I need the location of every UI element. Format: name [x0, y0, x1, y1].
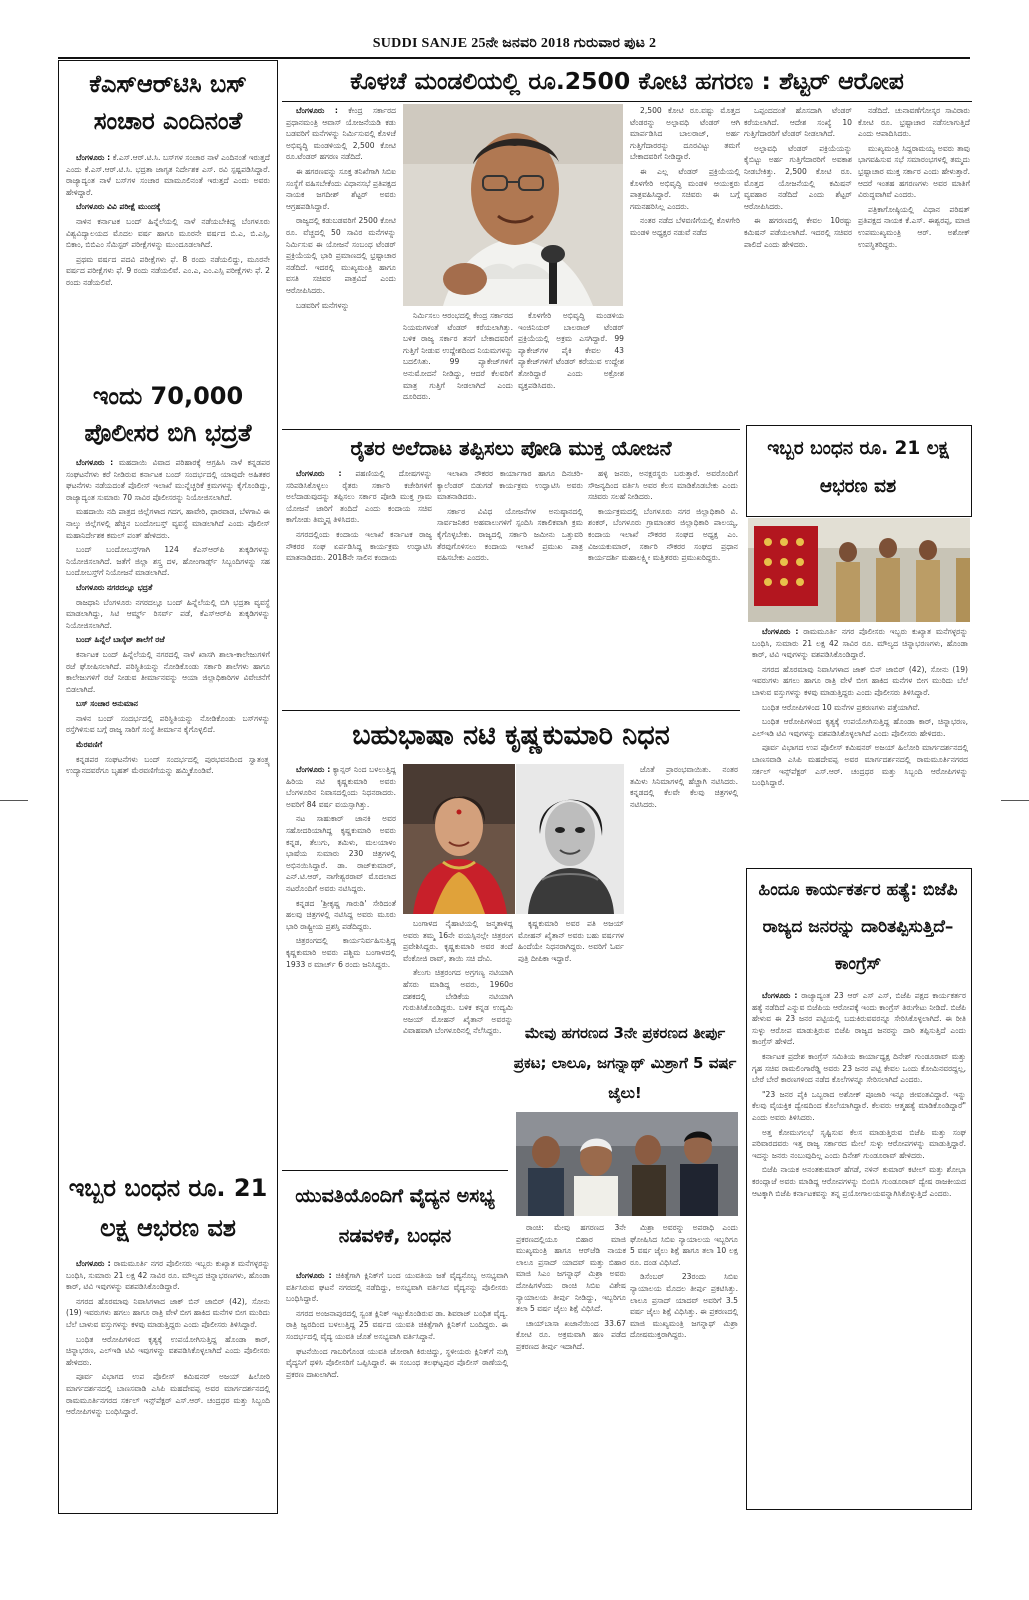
- krishnakumari-c1: ಕೃಷ್ಣಕುಮಾರಿ ಅವರ ಪತಿ ಅಜಯ್ ಮೋಹನ್ ಖೈತಾನ್ ಅವರು ಬಹು ವರ್ಷಗಳ ಹಿಂದೆಯೇ ನಿಧನರಾಗಿದ್ದರು. ಅವರಿಗೆ ಓರ್ವ ಪುತ್ರಿ ದೀಪಿಕಾ ಇದ್ದಾರೆ.: [518, 919, 624, 963]
- krishnakumari-a3: ಚಿತ್ರರಂಗದಲ್ಲಿ ಕಾರ್ಯನಿರ್ವಹಿಸುತ್ತಿದ್ದ ಕೃಷ್ಣಕುಮಾರಿ ಅವರು ಪಶ್ಚಿಮ ಬಂಗಾಳದಲ್ಲಿ 1933 ರ ಮಾರ್ಚ್ 6 ರಂದು ಜನಿಸಿದ್ದರು.: [286, 936, 396, 969]
- krishnakumari-a1: ನಟ ಸಾಹುಕಾರ್ ಜಾನಕಿ ಅವರ ಸಹೋದರಿಯಾಗಿದ್ದ ಕೃಷ್ಣಕುಮಾರಿ ಅವರು ಕನ್ನಡ, ತೆಲುಗು, ತಮಿಳು, ಮಲಯಾಳಂ ಭಾಷೆಯ ಸುಮಾರು 230 ಚಿತ್ರಗಳಲ್ಲಿ ಅಭಿನಯಿಸಿದ್ದಾರೆ. ಡಾ. ರಾಜ್‌ಕುಮಾರ್, ಎನ್.ಟಿ.ಆರ್, ನಾಗೇಶ್ವರರಾವ್ ಮೊದಲಾದ ನಟರೊಂದಿಗೆ ಅವರು ನಟಿಸಿದ್ದರು.: [286, 814, 396, 893]
- raitara-rule-top: [282, 429, 740, 430]
- raitara-headline: ರೈತರ ಅಲೆದಾಟ ತಪ್ಪಿಸಲು ಪೋಡಿ ಮುಕ್ತ ಯೋಜನೆ: [350, 436, 672, 460]
- krishnakumari-a0: ಕ್ಯಾನ್ಸರ್ ನಿಂದ ಬಳಲುತ್ತಿದ್ದ ಹಿರಿಯ ನಟಿ ಕೃಷ್ಣಕುಮಾರಿ ಅವರು ಬೆಂಗಳೂರಿನ ನಿವಾಸದಲ್ಲಿಂದು ನಿಧನರಾದರು. ಅವರಿಗೆ 84 ವರ್ಷ ವಯಸ್ಸಾಗಿತ್ತು.: [286, 765, 396, 809]
- lalu-col-2: [630, 1222, 738, 1506]
- lalu-headline: ಮೇವು ಹಗರಣದ 3ನೇ ಪ್ರಕರಣದ ತೀರ್ಪು ಪ್ರಕಟ; ಲಾಲೂ, ಜಗನ್ನಾಥ್ ಮಿಶ್ರಾಗೆ 5 ವರ್ಷ ಜೈಲು!: [513, 1024, 737, 1102]
- ksrtc-p3: ಪ್ರಥಮ ವರ್ಷದ ಪದವಿ ಪರೀಕ್ಷೆಗಳು ಫೆ. 8 ರಂದು ನಡೆಯಲಿದ್ದು, ಮೂರನೇ ವರ್ಷದ ಪರೀಕ್ಷೆಗಳು ಫೆ. 9 ರಂದು ನಡೆಯಲಿವೆ. ಎಂ.ಎ, ಎಂ.ಎಸ್ಸಿ ಪರೀಕ್ಷೆಗಳು ಫೆ. 2 ರಂದು ನಡೆಯಲಿವೆ.: [66, 254, 270, 287]
- hindu-p2: "23 ಜನರ ಪೈಕಿ ಒಬ್ಬರಾದ ಅಶೋಕ್ ಪೂಜಾರಿ ಇನ್ನೂ ಜೀವಂತವಿದ್ದಾರೆ. ಇನ್ನು ಕೆಲವು ವೈಯಕ್ತಿಕ ದ್ವೇಷದಿಂದ ಕೊಲೆಯಾಗಿದ್ದಾರೆ. ಕೆಲವರು ಆತ್ಮಹತ್ಯೆ ಮಾಡಿಕೊಂಡಿದ್ದಾರೆ" ಎಂದು ಅವರು ತಿಳಿಸಿದರು.: [752, 1089, 966, 1122]
- kolache-rule: [282, 101, 972, 102]
- hindu-p3: ಅತ್ತ ಕೋಮುಗಲಭೆ ಸೃಷ್ಟಿಸುವ ಕೆಲಸ ಮಾಡುತ್ತಿರುವ ಬಿಜೆಪಿ ಮತ್ತು ಸಂಘ ಪರಿವಾರದವರು ಇತ್ತ ರಾಜ್ಯ ಸರ್ಕಾರದ ಮೇಲೆ ಸುಳ್ಳು ಆರೋಪಗಳನ್ನು ಮಾಡುತ್ತಿದ್ದಾರೆ. ಇದನ್ನು ಜನರು ನಂಬುವುದಿಲ್ಲ ಎಂದು ದಿನೇಶ್ ಗುಂಡೂರಾವ್ ಹೇಳಿದರು.: [752, 1127, 966, 1160]
- krishnakumari-headline: ಬಹುಭಾಷಾ ನಟಿ ಕೃಷ್ಣಕುಮಾರಿ ನಿಧನ: [352, 720, 670, 751]
- lalu-a1: ಚಾಯ್‌ಬಾಸಾ ಖಜಾನೆಯಿಂದ 33.67 ಕೋಟಿ ರೂ. ಅಕ್ರಮವಾಗಿ ಹಣ ಪಡೆದ ಪ್ರಕರಣದ ತೀರ್ಪು ಇದಾಗಿದೆ.: [516, 1318, 626, 1351]
- right-fold-mark: [1001, 800, 1029, 801]
- raitara-a1: ನಗರದಲ್ಲಿಂದು ಕಂದಾಯ ಇಲಾಖೆ ಕರ್ನಾಟಕ ರಾಜ್ಯ ನೌಕರರ ಸಂಘ ಏರ್ಪಡಿಸಿದ್ದ ಕಾರ್ಯಕ್ರಮ ಉದ್ಘಾಟಿಸಿ ಮಾತನಾಡಿದರು. 2018ನೇ ಸಾಲಿನ ಕಂದಾಯ: [286, 529, 432, 563]
- police-sub-heading-3: ಬಸ್ ಸಂಚಾರ ಅನುಮಾನ: [76, 699, 138, 709]
- hindu-p0: ರಾಜ್ಯಾದ್ಯಂತ 23 ಆರ್ ಎಸ್ ಎಸ್, ಬಿಜೆಪಿ ಪಕ್ಷದ ಕಾರ್ಯಕರ್ತರ ಹತ್ಯೆ ನಡೆದಿದೆ ಎನ್ನುವ ಬಿಜೆಪಿಯ ಆರೋಪಕ್ಕೆ ಇಂದು ಕಾಂಗ್ರೆಸ್ ತಿರುಗೇಟು ನೀಡಿದೆ. ಬಿಜೆಪಿ ಹೇಳುವ ಈ 23 ಜನರ ಪಟ್ಟಿಯಲ್ಲಿ ಬದುಕಿರುವವರನ್ನೂ ಸೇರಿಸಿಕೊಳ್ಳಲಾಗಿದೆ. ಈ ರೀತಿ ಸುಳ್ಳು ಆರೋಪ ಮಾಡುತ್ತಿರುವ ಬಿಜೆಪಿ ರಾಜ್ಯದ ಜನರನ್ನು ದಾರಿ ತಪ್ಪಿಸುತ್ತಿದೆ ಎಂದು ಕಾಂಗ್ರೆಸ್ ಹೇಳಿದೆ.: [752, 991, 966, 1047]
- left-arrest-headline: ಇಬ್ಬರ ಬಂಧನ ರೂ. 21 ಲಕ್ಷ ಆಭರಣ ವಶ: [68, 1174, 268, 1242]
- krishnakumari-rule-top: [282, 710, 740, 711]
- kolache-a3: ಬಡವರಿಗೆ ಮನೆಗಳನ್ನು: [296, 300, 350, 310]
- yuvati-p1: ನಗರದ ಅಂಜನಾಪುರದಲ್ಲಿ ಸ್ವಂತ ಕ್ಲಿನಿಕ್ ಇಟ್ಟುಕೊಂಡಿರುವ ಡಾ. ಶಿವರಾಜ್ ಬಂಧಿತ ವೈದ್ಯ. ರಾತ್ರಿ ಜ್ವರದಿಂದ ಬಳಲುತ್ತಿದ್ದ 25 ವರ್ಷದ ಯುವತಿ ಚಿಕಿತ್ಸೆಗಾಗಿ ಕ್ಲಿನಿಕ್‌ಗೆ ಬಂದಿದ್ದರು. ಈ ಸಂದರ್ಭದಲ್ಲಿ ವೈದ್ಯ ಯುವತಿ ಜೊತೆ ಅಸಭ್ಯವಾಗಿ ವರ್ತಿಸಿದ್ದಾನೆ.: [286, 1308, 508, 1341]
- right-arrest-p1: ನಗರದ ಹೊರಮಾವು ನಿವಾಸಿಗಳಾದ ಜಾಕ್ ಬಿನ್ ಜಾಬಿರ್ (42), ಸೋನು (19) ಇವರುಗಳು ಹಗಲು ಹಾಗೂ ರಾತ್ರಿ ವೇಳೆ ಬೀಗ ಹಾಕಿದ ಮನೆಗಳ ಬೀಗ ಮುರಿದು ಬೆಲೆ ಬಾಳುವ ವಸ್ತುಗಳನ್ನು ಕಳವು ಮಾಡುತ್ತಿದ್ದರು ಎಂದು ಪೊಲೀಸರು ತಿಳಿಸಿದ್ದಾರೆ.: [752, 664, 968, 697]
- left-arrest-dateline: ಬೆಂಗಳೂರು :: [76, 1259, 111, 1268]
- hindu-headline: ಹಿಂದೂ ಕಾರ್ಯಕರ್ತರ ಹತ್ಯೆ: ಬಿಜೆಪಿ ರಾಜ್ಯದ ಜನರನ್ನು ದಾರಿತಪ್ಪಿಸುತ್ತಿದೆ– ಕಾಂಗ್ರೆಸ್: [758, 880, 958, 974]
- left-fold-mark: [0, 800, 28, 801]
- kolache-d2: ಈ ಹಗರಣದಲ್ಲಿ ಕೇವಲ 10ರಷ್ಟು ಕಮಿಷನ್ ಪಡೆಯಲಾಗಿದೆ. ಇದರಲ್ಲಿ ಸಚಿವರ ಪಾಲಿದೆ ಎಂದು ಹೇಳಿದರು.: [744, 216, 852, 249]
- right-arrest-p4: ಪೂರ್ವ ವಿಭಾಗದ ಉಪ ಪೊಲೀಸ್ ಕಮಿಷನರ್ ಅಜಯ್ ಹಿಲೋರಿ ಮಾರ್ಗದರ್ಶನದಲ್ಲಿ ಬಾಣಸವಾಡಿ ಎಸಿಪಿ ಮಹದೇವಪ್ಪ ಅವರ ಮಾರ್ಗದರ್ಶನದಲ್ಲಿ ರಾಮಮೂರ್ತಿನಗರದ ಸರ್ಕಲ್ ಇನ್ಸ್‌ಪೆಕ್ಟರ್ ಎಸ್.ಆರ್. ಚಂದ್ರಧರ ಮತ್ತು ಸಿಬ್ಬಂದಿ ಆರೋಪಿಗಳನ್ನು ಬಂಧಿಸಿದ್ದಾರೆ.: [752, 743, 968, 788]
- kolache-col-1: [286, 105, 396, 427]
- raitara-col-2: [437, 468, 583, 706]
- krishnakumari-young-photo: [516, 764, 624, 914]
- kolache-d0: ಒಪ್ಪಂದದಂತೆ ಹೊಸದಾಗಿ ಟೆಂಡರ್ ಕರೆಯಲಾಗಿದೆ. ಆದೇಶ ಸಂಖ್ಯೆ 10 ಗುತ್ತಿಗೆದಾರರಿಗೆ ಟೆಂಡರ್ ನೀಡಲಾಗಿದೆ.: [744, 106, 852, 139]
- left-arrest-article: [66, 1258, 270, 1506]
- kolache-col-6: [858, 105, 970, 405]
- kolache-headline: ಕೊಳಚೆ ಮಂಡಲಿಯಲ್ಲಿ ರೂ.2500 ಕೋಟಿ ಹಗರಣ : ಶೆಟ್ಟರ್ ಆರೋಪ: [350, 67, 904, 95]
- kolache-col-5: [744, 105, 852, 427]
- police-p6: ಕರ್ನಾಟಕ ಬಂದ್ ಹಿನ್ನೆಲೆಯಲ್ಲಿ ನಗರದಲ್ಲಿ ನಾಳೆ ಖಾಸಗಿ ಶಾಲಾ-ಕಾಲೇಜುಗಳಿಗೆ ರಜೆ ಘೋಷಿಸಲಾಗಿದೆ. ಪರಿಸ್ಥಿತಿಯನ್ನು ನೋಡಿಕೊಂಡು ಸರ್ಕಾರಿ ಶಾಲೆಗಳು ಹಾಗೂ ಕಾಲೇಜುಗಳಿಗೆ ರಜೆ ನೀಡುವ ತೀರ್ಮಾನವನ್ನು ಆಯಾ ಜಿಲ್ಲಾಧಿಕಾರಿಗಳ ವಿವೇಚನೆಗೆ ಬಿಡಲಾಗಿದೆ.: [66, 649, 270, 694]
- right-arrest-headline: ಇಬ್ಬರ ಬಂಧನ ರೂ. 21 ಲಕ್ಷ ಆಭರಣ ವಶ: [767, 438, 949, 497]
- kolache-a0: ಕೇಂದ್ರ ಸರ್ಕಾರದ ಪ್ರಧಾನಮಂತ್ರಿ ಆವಾಸ್ ಯೋಜನೆಯಡಿ ಕಡು ಬಡವರಿಗೆ ಮನೆಗಳನ್ನು ನಿರ್ಮಿಸುವಲ್ಲಿ ಕೊಳಚೆ ಅಭಿವೃದ್ಧಿ ಮಂಡಳಿಯಲ್ಲಿ 2,500 ಕೋಟಿ ರೂ.ಟೆಂಡರ್ ಹಗರಣ ನಡೆದಿದೆ.: [286, 106, 396, 162]
- kolache-a1: ಈ ಹಗರಣವನ್ನು ಸೂಕ್ತ ತನಿಖೆಗಾಗಿ ಸಿಬಿಐ ಸಂಸ್ಥೆಗೆ ವಹಿಸಬೇಕೆಂದು ವಿಧಾನಸಭೆ ಪ್ರತಿಪಕ್ಷದ ನಾಯಕ ಜಗದೀಶ್ ಶೆಟ್ಟರ್ ಅವರು ಆಗ್ರಹಪಡಿಸಿದ್ದಾರೆ.: [286, 166, 396, 211]
- kolache-e2: ಪತ್ರಿಕಾಗೋಷ್ಠಿಯಲ್ಲಿ ವಿಧಾನ ಪರಿಷತ್ ಪ್ರತಿಪಕ್ಷದ ನಾಯಕ ಕೆ.ಎಸ್. ಈಶ್ವರಪ್ಪ, ಮಾಜಿ ಉಪಮುಖ್ಯಮಂತ್ರಿ ಆರ್. ಅಶೋಕ್ ಉಪಸ್ಥಿತರಿದ್ದರು.: [858, 204, 970, 249]
- left-arrest-p0: ರಾಮಮೂರ್ತಿ ನಗರ ಪೊಲೀಸರು ಇಬ್ಬರು ಕುಖ್ಯಾತ ಮನೆಗಳ್ಳರನ್ನು ಬಂಧಿಸಿ, ಸುಮಾರು 21 ಲಕ್ಷ 42 ಸಾವಿರ ರೂ. ಮೌಲ್ಯದ ಚಿನ್ನಾಭರಣಗಳು, ಹೊಂಡಾ ಕಾರ್, ಟಿವಿ ಇವುಗಳನ್ನು ವಶಪಡಿಸಿಕೊಂಡಿದ್ದಾರೆ.: [66, 1259, 270, 1292]
- raitara-col-1: [286, 468, 432, 706]
- right-arrest-p0: ರಾಮಮೂರ್ತಿ ನಗರ ಪೊಲೀಸರು ಇಬ್ಬರು ಕುಖ್ಯಾತ ಮನೆಗಳ್ಳರನ್ನು ಬಂಧಿಸಿ, ಸುಮಾರು 21 ಲಕ್ಷ 42 ಸಾವಿರ ರೂ. ಮೌಲ್ಯದ ಚಿನ್ನಾಭರಣಗಳು, ಹೊಂಡಾ ಕಾರ್, ಟಿವಿ ಇವುಗಳನ್ನು ವಶಪಡಿಸಿಕೊಂಡಿದ್ದಾರೆ.: [752, 627, 968, 660]
- raitara-c1: ಕಾರ್ಯಕ್ರಮದಲ್ಲಿ ಬೆಂಗಳೂರು ನಗರ ಜಿಲ್ಲಾಧಿಕಾರಿ ವಿ. ಶಂಕರ್, ಬೆಂಗಳೂರು ಗ್ರಾಮಾಂತರ ಜಿಲ್ಲಾಧಿಕಾರಿ ಪಾಲಯ್ಯ, ಕಂದಾಯ ಇಲಾಖೆ ನೌಕರರ ಸಂಘದ ಅಧ್ಯಕ್ಷ ಎಂ. ವಿಜಯಕುಮಾರ್, ಸರ್ಕಾರಿ ನೌಕರರ ಸಂಘದ ಪ್ರಧಾನ ಕಾರ್ಯದರ್ಶಿ ಮಹಾಲಕ್ಷ್ಮೀ ಮತ್ತಿತರರು ಪ್ರಮುಖರಿದ್ದರು.: [588, 506, 738, 563]
- krishnakumari-b1: ತೆಲುಗು ಚಿತ್ರರಂಗದ ಅಗ್ರಗಣ್ಯ ನಟಿಯಾಗಿ ಹೆಸರು ಮಾಡಿದ್ದ ಅವರು, 1960ರ ದಶಕದಲ್ಲಿ ಬೇಡಿಕೆಯ ನಟಿಯಾಗಿ ಗುರುತಿಸಿಕೊಂಡಿದ್ದರು. ಬಳಿಕ ಕನ್ನಡ ಉದ್ಯಮಿ ಅಜಯ್ ಮೋಹನ್ ಖೈತಾನ್ ಅವರನ್ನು ವಿವಾಹವಾಗಿ ಬೆಂಗಳೂರಿನಲ್ಲಿ ನೆಲೆಸಿದ್ದರು.: [403, 968, 513, 1036]
- lalu-a0: ರಾಂಚಿ: ಮೇವು ಹಗರಣದ 3ನೇ ಪ್ರಕರಣದಲ್ಲಿಯೂ ಬಿಹಾರ ಮಾಜಿ ಮುಖ್ಯಮಂತ್ರಿ ಹಾಗೂ ಆರ್‌ಜೆಡಿ ನಾಯಕ ಲಾಲೂ ಪ್ರಸಾದ್ ಯಾದವ್ ಮತ್ತು ಬಿಹಾರ ಮಾಜಿ ಸಿಎಂ ಜಗನ್ನಾಥ್ ಮಿಶ್ರಾ ಅವರು ದೋಷಿಗಳೆಂದು ರಾಂಚಿ ಸಿಬಿಐ ವಿಶೇಷ ನ್ಯಾಯಾಲಯ ತೀರ್ಪು ನೀಡಿದ್ದು, ಇಬ್ಬರಿಗೂ ತಲಾ 5 ವರ್ಷ ಜೈಲು ಶಿಕ್ಷೆ ವಿಧಿಸಿದೆ.: [516, 1223, 626, 1314]
- left-arrest-p1: ನಗರದ ಹೊರಮಾವು ನಿವಾಸಿಗಳಾದ ಜಾಕ್ ಬಿನ್ ಜಾಬಿರ್ (42), ಸೋನು (19) ಇವರುಗಳು ಹಗಲು ಹಾಗೂ ರಾತ್ರಿ ವೇಳೆ ಬೀಗ ಹಾಕಿದ ಮನೆಗಳ ಬೀಗ ಮುರಿದು ಬೆಲೆ ಬಾಳುವ ವಸ್ತುಗಳನ್ನು ಕಳವು ಮಾಡುತ್ತಿದ್ದರು ಎಂದು ಪೊಲೀಸರು ತಿಳಿಸಿದ್ದಾರೆ.: [66, 1296, 270, 1329]
- ksrtc-article: [66, 152, 270, 374]
- krishnakumari-a2: ಕನ್ನಡದ 'ಶ್ರೀಕೃಷ್ಣ ಗಾರುಡಿ' ಸೇರಿದಂತೆ ಹಲವು ಚಿತ್ರಗಳಲ್ಲಿ ನಟಿಸಿದ್ದ ಅವರು ಮೂರು ಭಾರಿ ರಾಷ್ಟ್ರೀಯ ಪ್ರಶಸ್ತಿ ಪಡೆದಿದ್ದರು.: [286, 898, 396, 931]
- lalu-b0: ಮಿಶ್ರಾ ಅವರನ್ನು ಅಪರಾಧಿ ಎಂದು ಘೋಷಿಸಿದ ಸಿಬಿಐ ನ್ಯಾಯಾಲಯ ಇಬ್ಬರಿಗೂ 5 ವರ್ಷ ಜೈಲು ಶಿಕ್ಷೆ ಹಾಗೂ ತಲಾ 10 ಲಕ್ಷ ರೂ. ದಂಡ ವಿಧಿಸಿದೆ.: [630, 1223, 738, 1267]
- hindu-article: [752, 990, 966, 1504]
- masthead-rule: [58, 57, 970, 59]
- right-arrest-dateline: ಬೆಂಗಳೂರು :: [762, 627, 799, 636]
- police-p4: ರಾಜಧಾನಿ ಬೆಂಗಳೂರು ನಗರದಲ್ಲೂ ಬಂದ್ ಹಿನ್ನೆಲೆಯಲ್ಲಿ ಬಿಗಿ ಭದ್ರತಾ ವ್ಯವಸ್ಥೆ ಮಾಡಲಾಗಿದ್ದು, ಸಿಟಿ ಆರ್ಮ್ಡ್ ರಿಸರ್ವ್ ಪಡೆ, ಕೆಎಸ್‌ಆರ್‌ಪಿ ತುಕ್ಕಡಿಗಳನ್ನು ನಿಯೋಜಿಸಲಾಗಿದೆ.: [66, 597, 270, 630]
- left-arrest-p2: ಬಂಧಿತ ಆರೋಪಿಗಳಿಂದ ಕೃತ್ಯಕ್ಕೆ ಉಪಯೋಗಿಸುತ್ತಿದ್ದ ಹೊಂಡಾ ಕಾರ್, ಚಿನ್ನಾಭರಣ, ಎಲ್‌ಇಡಿ ಟಿವಿ ಇವುಗಳನ್ನು ವಶಪಡಿಸಿಕೊಳ್ಳಲಾಗಿದೆ ಎಂದು ಪೊಲೀಸರು ಹೇಳಿದರು.: [66, 1334, 270, 1367]
- lalu-col-1: [516, 1222, 626, 1506]
- police-sub-heading-4: ಮೆರವಣಿಗೆ: [76, 740, 103, 750]
- hindu-p1: ಕರ್ನಾಟಕ ಪ್ರದೇಶ ಕಾಂಗ್ರೆಸ್ ಸಮಿತಿಯ ಕಾರ್ಯಾಧ್ಯಕ್ಷ ದಿನೇಶ್ ಗುಂಡೂರಾವ್ ಮತ್ತು ಗೃಹ ಸಚಿವ ರಾಮಲಿಂಗಾರೆಡ್ಡಿ ಅವರು 23 ಜನರ ಪಟ್ಟಿ ಕೇವಲ ಒಂದು ಕೋಮಿನವರದ್ದಲ್ಲ, ಬೇರೆ ಬೇರೆ ಕಾರಣಗಳಿಂದ ನಡೆದ ಕೊಲೆಗಳನ್ನೂ ಸೇರಿಸಲಾಗಿದೆ ಎಂದರು.: [752, 1051, 966, 1085]
- ksrtc-sub-heading: ಬೆಂಗಳೂರು ವಿವಿ ಪರೀಕ್ಷೆ ಮುಂದಕ್ಕೆ: [76, 202, 161, 212]
- yuvati-article: [286, 1270, 508, 1506]
- kolache-b0: ನಿರ್ಮಿಸಲು ಆರಂಭದಲ್ಲಿ ಕೇಂದ್ರ ಸರ್ಕಾರದ ನಿಯಮಗಳಂತೆ ಟೆಂಡರ್ ಕರೆಯಲಾಗಿತ್ತು. ಬಳಿಕ ರಾಜ್ಯ ಸರ್ಕಾರ ತನಗೆ ಬೇಕಾದವರಿಗೆ ಗುತ್ತಿಗೆ ನೀಡುವ ಉದ್ದೇಶದಿಂದ ನಿಯಮಗಳನ್ನು ಬದಲಿಸಿತು. 99 ಪ್ಯಾಕೇಜ್‌ಗಳಿಗೆ ಅನುಮೋದನೆ ನೀಡಿದ್ದು, ಆದರೆ ಕೆಲವರಿಗೆ ಮಾತ್ರ ಗುತ್ತಿಗೆ ನೀಡಲಾಗಿದೆ ಎಂದು ದೂರಿದರು.: [403, 311, 513, 402]
- yuvati-p0: ಚಿಕಿತ್ಸೆಗಾಗಿ ಕ್ಲಿನಿಕ್‌ಗೆ ಬಂದ ಯುವತಿಯ ಜತೆ ವೈದ್ಯನೊಬ್ಬ ಅಸಭ್ಯವಾಗಿ ವರ್ತಿಸಿರುವ ಘಟನೆ ನಗರದಲ್ಲಿ ನಡೆದಿದ್ದು, ಅಸಭ್ಯವಾಗಿ ವರ್ತಿಸಿದ ವೈದ್ಯನನ್ನು ಪೊಲೀಸರು ಬಂಧಿಸಿದ್ದಾರೆ.: [286, 1271, 508, 1304]
- raitara-b1: ಸರ್ಕಾರ ವಿವಿಧ ಯೋಜನೆಗಳ ಅನುಷ್ಠಾನದಲ್ಲಿ ಸಾರ್ವಜನಿಕರ ಅಹವಾಲುಗಳಿಗೆ ಸ್ಪಂದಿಸಿ ಸಕಾಲಿಕವಾಗಿ ಕ್ರಮ ಕೈಗೊಳ್ಳಬೇಕು. ರಾಜ್ಯದಲ್ಲಿ ಸರ್ಕಾರಿ ಜಮೀನು ಒತ್ತುವರಿ ತೆರವುಗೊಳಿಸಲು ಕಂದಾಯ ಇಲಾಖೆ ಪ್ರಮುಖ ಪಾತ್ರ ವಹಿಸಬೇಕು ಎಂದರು.: [437, 506, 583, 563]
- police-sub-heading-2: ಬಂದ್ ಹಿನ್ನೆಲೆ ಬಾಸ್ಕೆಟ್ ಶಾಲೆಗೆ ರಜೆ: [76, 635, 165, 645]
- left-arrest-p3: ಪೂರ್ವ ವಿಭಾಗದ ಉಪ ಪೊಲೀಸ್ ಕಮಿಷನರ್ ಅಜಯ್ ಹಿಲೋರಿ ಮಾರ್ಗದರ್ಶನದಲ್ಲಿ ಬಾಣಸವಾಡಿ ಎಸಿಪಿ ಮಹದೇವಪ್ಪ ಅವರ ಮಾರ್ಗದರ್ಶನದಲ್ಲಿ ರಾಮಮೂರ್ತಿನಗರದ ಸರ್ಕಲ್ ಇನ್ಸ್‌ಪೆಕ್ಟರ್ ಎಸ್.ಆರ್. ಚಂದ್ರಧರ ಮತ್ತು ಸಿಬ್ಬಂದಿ ಆರೋಪಿಗಳನ್ನು ಬಂಧಿಸಿದ್ದಾರೆ.: [66, 1372, 270, 1417]
- right-arrest-p3: ಬಂಧಿತ ಆರೋಪಿಗಳಿಂದ ಕೃತ್ಯಕ್ಕೆ ಉಪಯೋಗಿಸುತ್ತಿದ್ದ ಹೊಂಡಾ ಕಾರ್, ಚಿನ್ನಾಭರಣ, ಎಲ್‌ಇಡಿ ಟಿವಿ ಇವುಗಳನ್ನು ವಶಪಡಿಸಿಕೊಳ್ಳಲಾಗಿದೆ ಎಂದು ಪೊಲೀಸರು ಹೇಳಿದರು.: [752, 717, 968, 738]
- hindu-p4: ಬಿಜೆಪಿ ನಾಯಕ ಅನಂತಕುಮಾರ್ ಹೆಗಡೆ, ನಳಿನ್ ಕುಮಾರ್ ಕಟೀಲ್ ಮತ್ತು ಶೋಭಾ ಕರಂದ್ಲಾಜೆ ಅವರು ಮಾಡಿದ್ದ ಆರೋಪಗಳನ್ನು ಬಿಂಬಿಸಿ ಗುಂಡೂರಾವ್ ದ್ವೇಷ ರಾಜಕೀಯದ ಆಟಕ್ಕಾಗಿ ಬಿಜೆಪಿ ಕರ್ನಾಟಕವನ್ನು ತನ್ನ ಪ್ರಯೋಗಾಲಯವನ್ನಾಗಿಸಿಕೊಳ್ಳುತ್ತಿದೆ ಎಂದರು.: [752, 1165, 966, 1198]
- police-p8: ನಾಳಿನ ಬಂದ್ ಸಂದರ್ಭದಲ್ಲಿ ಪರಿಸ್ಥಿತಿಯನ್ನು ನೋಡಿಕೊಂಡು ಬಸ್‌ಗಳನ್ನು ರಸ್ತೆಗಿಳಿಸುವ ಬಗ್ಗೆ ರಾಜ್ಯ ಸಾರಿಗೆ ಸಂಸ್ಥೆ ತೀರ್ಮಾನ ಕೈಗೊಳ್ಳಲಿದೆ.: [66, 713, 270, 735]
- kolache-d1: ಅಲ್ಪಾವಧಿ ಟೆಂಡರ್ ಪಕ್ರಿಯೆಯನ್ನು ಕೈಬಿಟ್ಟು ಅರ್ಹ ಗುತ್ತಿಗೆದಾರರಿಗೆ ಅವಕಾಶ ನೀಡಬೇಕಿತ್ತು. 2,500 ಕೋಟಿ ರೂ. ಮೊತ್ತದ ಯೋಜನೆಯಲ್ಲಿ ಕಮಿಷನ್ ವ್ಯವಹಾರ ನಡೆದಿದೆ ಎಂದು ಶೆಟ್ಟರ್ ಆರೋಪಿಸಿದರು.: [744, 143, 852, 211]
- krishnakumari-col-1: [286, 764, 396, 1166]
- police-p2: ಬಂದ್ ಬಂದೋಬಸ್ತ್‌ಗಾಗಿ 124 ಕೆಎಸ್‌ಆರ್‌ಪಿ ತುಕ್ಕಡಿಗಳನ್ನು ನಿಯೋಜಿಸಲಾಗಿದೆ. ಜತೆಗೆ ಜಿಲ್ಲಾ ಶಸ್ತ್ರ ದಳ, ಹೋಂಗಾರ್ಡ್ಸ್ ಸಿಬ್ಬಂದಿಗಳನ್ನು ಸಹ ಬಂದೋಬಸ್ತ್‌ಗೆ ನಿಯೋಜನೆ ಮಾಡಲಾಗಿದೆ.: [66, 545, 270, 578]
- raitara-col-3: [588, 468, 738, 706]
- kolache-c1: 2,500 ಕೋಟಿ ರೂ.ವಷ್ಟು ಮೊತ್ತದ ಟೆಂಡರನ್ನು ಅಲ್ಪಾವಧಿ ಟೆಂಡರ್ ಆಗಿ ಮಾರ್ಪಡಿಸಿದ ಬಾಲರಾಜ್, ಅರ್ಹ ಗುತ್ತಿಗೆದಾರರನ್ನು ದೂರವಿಟ್ಟು ತಮಗೆ ಬೇಕಾದವರಿಗೆ ನೀಡಿದ್ದಾರೆ.: [630, 106, 740, 162]
- krishnakumari-old-photo: [403, 764, 515, 914]
- right-arrest-p2: ಬಂಧಿತ ಆರೋಪಿಗಳಿಂದ 10 ಮನೆಗಳ ಪ್ರಕರಣಗಳು ಪತ್ತೆಯಾಗಿವೆ.: [762, 702, 920, 712]
- kolache-c3: ನಂತರ ನಡೆದ ಬೆಳವಣಿಗೆಯಲ್ಲಿ ಕೊಳಗೇರಿ ಮಂಡಳಿ ಅಧ್ಯಕ್ಷರ ನಡುವೆ ನಡೆದ: [630, 216, 740, 237]
- masthead: SUDDI SANJE 25ನೇ ಜನವರಿ 2018 ಗುರುವಾರ ಪುಟ 2: [372, 36, 657, 51]
- police-sub-heading-1: ಬೆಂಗಳೂರು ನಗರದಲ್ಲೂ ಭದ್ರತೆ: [76, 582, 153, 592]
- kolache-col-3: [518, 310, 624, 428]
- yuvati-dateline: ಬೆಂಗಳೂರು :: [296, 1271, 332, 1280]
- krishnakumari-col-4: [630, 764, 738, 1016]
- police-dateline: ಬೆಂಗಳೂರು :: [76, 458, 114, 467]
- krishnakumari-dateline: ಬೆಂಗಳೂರು :: [296, 765, 331, 774]
- yuvati-p2: ಘಟನೆಯಿಂದ ಗಾಬರಿಗೊಂಡ ಯುವತಿ ಜೋರಾಗಿ ಕಿರುಚಿದ್ದು, ಸ್ಥಳೀಯರು ಕ್ಲಿನಿಕ್‌ಗೆ ನುಗ್ಗಿ ವೈದ್ಯನಿಗೆ ಥಳಿಸಿ ಪೊಲೀಸರಿಗೆ ಒಪ್ಪಿಸಿದ್ದಾರೆ. ಈ ಸಂಬಂಧ ತಲಘಟ್ಟಪುರ ಪೊಲೀಸ್ ಠಾಣೆಯಲ್ಲಿ ಪ್ರಕರಣ ದಾಖಲಾಗಿದೆ.: [286, 1346, 508, 1379]
- yuvati-rule-top: [282, 1170, 508, 1171]
- ksrtc-dateline: ಬೆಂಗಳೂರು :: [76, 153, 111, 162]
- police-p0: ಮಹದಾಯಿ ವಿವಾದ ಪರಿಹಾರಕ್ಕೆ ಆಗ್ರಹಿಸಿ ನಾಳೆ ಕನ್ನಡಪರ ಸಂಘಟನೆಗಳು ಕರೆ ನೀಡಿರುವ ಕರ್ನಾಟಕ ಬಂದ್ ಸಂದರ್ಭದಲ್ಲಿ ಯಾವುದೇ ಅಹಿತಕರ ಘಟನೆಗಳು ನಡೆಯದಂತೆ ಪೊಲೀಸ್ ಇಲಾಖೆ ಮುನ್ನೆಚ್ಚರಿಕೆ ಕ್ರಮಗಳನ್ನು ಕೈಗೊಂಡಿದ್ದು, ರಾಜ್ಯಾದ್ಯಂತ ಸುಮಾರು 70 ಸಾವಿರ ಪೊಲೀಸರನ್ನು ನಿಯೋಜಿಸಲಾಗಿದೆ.: [66, 458, 270, 502]
- raitara-b0: ಇಲಾಖಾ ನೌಕರರ ಕಾರ್ಯಾಗಾರ ಹಾಗೂ ದಿನಚರಿ-ಕ್ಯಾಲೆಂಡರ್ ಬಿಡುಗಡೆ ಕಾರ್ಯಕ್ರಮ ಉದ್ಘಾಟಿಸಿ ಅವರು ಮಾತನಾಡಿದರು.: [437, 469, 583, 502]
- kolache-e1: ಮುಖ್ಯಮಂತ್ರಿ ಸಿದ್ದರಾಮಯ್ಯ ಅವರು ತಾವು ಭಾಗವಹಿಸುವ ಸಭೆ ಸಮಾರಂಭಗಳಲ್ಲಿ ತಮ್ಮದು ಭ್ರಷ್ಟಾಚಾರ ಮುಕ್ತ ಸರ್ಕಾರ ಎಂದು ಹೇಳುತ್ತಾರೆ. ಆದರೆ ಇಂತಹ ಹಗರಣಗಳು ಅವರ ಮಾತಿಗೆ ವಿರುದ್ಧವಾಗಿವೆ ಎಂದರು.: [858, 143, 970, 200]
- krishnakumari-c0: ಜೊತೆ ಪ್ರಾರಂಭವಾಯಿತು. ನಂತರ ತಮಿಳು ಸಿನಿಮಾಗಳಲ್ಲಿ ಹೆಚ್ಚಾಗಿ ನಟಿಸಿದರು. ಕನ್ನಡದಲ್ಲಿ ಕೆಲವೇ ಕೆಲವು ಚಿತ್ರಗಳಲ್ಲಿ ನಟಿಸಿದರು.: [630, 765, 738, 809]
- kolache-c0: ಕೊಳಗೇರಿ ಅಭಿವೃದ್ಧಿ ಮಂಡಳಿಯ ಇಂಜಿನಿಯರ್ ಬಾಲರಾಜ್ ಟೆಂಡರ್ ಪ್ರಕ್ರಿಯೆಯಲ್ಲಿ ಅಕ್ರಮ ಎಸಗಿದ್ದಾರೆ. 99 ಪ್ಯಾಕೇಜ್‌ಗಳ ಪೈಕಿ ಕೇವಲ 43 ಪ್ಯಾಕೇಜ್‌ಗಳಿಗೆ ಟೆಂಡರ್ ಕರೆಯುವ ಉದ್ದೇಶ ತೋರಿದ್ದಾರೆ ಎಂದು ಅಕ್ರೋಶ ವ್ಯಕ್ತಪಡಿಸಿದರು.: [518, 311, 624, 390]
- ksrtc-p2: ನಾಳಿನ ಕರ್ನಾಟಕ ಬಂದ್ ಹಿನ್ನೆಲೆಯಲ್ಲಿ ನಾಳೆ ನಡೆಯಬೇಕಿದ್ದ ಬೆಂಗಳೂರು ವಿಶ್ವವಿದ್ಯಾಲಯದ ಮೊದಲ ವರ್ಷ ಹಾಗೂ ಮೂರನೇ ವರ್ಷದ ಬಿ.ಎ, ಬಿ.ಎಸ್ಸಿ, ಬಿಕಾಂ, ಬಿಬಿಎಂ ಸೆಮಿಸ್ಟರ್ ಪರೀಕ್ಷೆಗಳನ್ನು ಮುಂದೂಡಲಾಗಿದೆ.: [66, 216, 270, 250]
- hindu-dateline: ಬೆಂಗಳೂರು :: [762, 991, 798, 1000]
- kolache-dateline: ಬೆಂಗಳೂರು :: [296, 106, 338, 115]
- kolache-col-2: [403, 310, 513, 428]
- lalu-b1: ಡಿಸೆಂಬರ್ 23ರಂದು ಸಿಬಿಐ ನ್ಯಾಯಾಲಯ ಮೊದಲ ತೀರ್ಪು ಪ್ರಕಟಿಸಿತ್ತು. ಲಾಲೂ ಪ್ರಸಾದ್ ಯಾದವ್ ಅವರಿಗೆ 3.5 ವರ್ಷ ಜೈಲು ಶಿಕ್ಷೆ ವಿಧಿಸಿತ್ತು. ಈ ಪ್ರಕರಣದಲ್ಲಿ ಮಾಜಿ ಮುಖ್ಯಮಂತ್ರಿ ಜಗನ್ನಾಥ್ ಮಿಶ್ರಾ ದೋಷಮುಕ್ತರಾಗಿದ್ದರು.: [630, 1272, 738, 1340]
- shettar-photo: [403, 104, 623, 306]
- ksrtc-headline: ಕೆಎಸ್‌ಆರ್‌ಟಿಸಿ ಬಸ್ ಸಂಚಾರ ಎಂದಿನಂತೆ: [89, 70, 247, 135]
- yuvati-headline: ಯುವತಿಯೊಂದಿಗೆ ವೈದ್ಯನ ಅಸಭ್ಯ ನಡವಳಿಕೆ, ಬಂಧನ: [295, 1185, 495, 1247]
- kolache-c2: ಈ ಎಲ್ಲ ಟೆಂಡರ್ ಪ್ರಕ್ರಿಯೆಯಲ್ಲಿ ಕೊಳಗೇರಿ ಅಭಿವೃದ್ಧಿ ಮಂಡಳಿ ಆಯುಕ್ತರು ಪಾತ್ರವಹಿಸಿದ್ದಾರೆ. ಸಚಿವರು ಈ ಬಗ್ಗೆ ಗಮನಹರಿಸಿಲ್ಲ ಎಂದರು.: [630, 166, 740, 211]
- kolache-e0: ನಡೆದಿದೆ. ಚುನಾವಣೆಗೋಸ್ಕರ ಸಾವಿರಾರು ಕೋಟಿ ರೂ. ಭ್ರಷ್ಟಾಚಾರ ನಡೆಸಲಾಗುತ್ತಿದೆ ಎಂದು ಆಪಾದಿಸಿದರು.: [858, 106, 970, 139]
- kolache-a2: ರಾಜ್ಯದಲ್ಲಿ ಕಡುಬಡವರಿಗೆ 2500 ಕೋಟಿ ರೂ. ವೆಚ್ಚದಲ್ಲಿ 50 ಸಾವಿರ ಮನೆಗಳನ್ನು ನಿರ್ಮಿಸುವ ಈ ಯೋಜನೆ ಸಂಬಂಧ ಟೆಂಡರ್ ಪ್ರಕ್ರಿಯೆಯಲ್ಲಿ ಭಾರಿ ಪ್ರಮಾಣದಲ್ಲಿ ಭ್ರಷ್ಟಾಚಾರ ನಡೆದಿದೆ. ಇದರಲ್ಲಿ ಮುಖ್ಯಮಂತ್ರಿ ಹಾಗೂ ವಸತಿ ಸಚಿವರ ಪಾತ್ರವಿದೆ ಎಂದು ಆರೋಪಿಸಿದರು.: [286, 216, 396, 295]
- kolache-col-4: [630, 105, 740, 427]
- raitara-a0: ಪಹಣಿಯಲ್ಲಿ ದೋಷಗಳನ್ನು ಸರಿಪಡಿಸಿಕೊಳ್ಳಲು ರೈತರು ಸರ್ಕಾರಿ ಕಚೇರಿಗಳಿಗೆ ಅಲೆದಾಡುವುದನ್ನು ತಪ್ಪಿಸಲು ಸರ್ಕಾರ ಪೋಡಿ ಮುಕ್ತ ಗ್ರಾಮ ಯೋಜನೆ ಜಾರಿಗೆ ತಂದಿದೆ ಎಂದು ಕಂದಾಯ ಸಚಿವ ಕಾಗೋಡು ತಿಮ್ಮಪ್ಪ ತಿಳಿಸಿದರು.: [286, 469, 432, 525]
- police-jewellery-photo: [748, 518, 970, 622]
- police-headline: ಇಂದು 70,000 ಪೊಲೀಸರ ಬಿಗಿ ಭದ್ರತೆ: [84, 382, 252, 447]
- lalu-crowd-photo: [516, 1112, 738, 1216]
- krishnakumari-b0: ಬಂಗಾಳದ ನೈಹಾಟಿಯಲ್ಲಿ ಜನ್ಮತಾಳಿದ್ದ ಅವರು ತಮ್ಮ 16ನೇ ವಯಸ್ಸಿನಲ್ಲೇ ಚಿತ್ರರಂಗ ಪ್ರವೇಶಿಸಿದ್ದರು. ಕೃಷ್ಣಕುಮಾರಿ ಅವರ ತಂದೆ ವೆಂಕೋಜಿ ರಾವ್, ತಾಯಿ ಸಚಿ ದೇವಿ.: [403, 919, 513, 963]
- raitara-dateline: ಬೆಂಗಳೂರು :: [296, 469, 342, 478]
- raitara-c0: ಹಳ್ಳಿ ಜನರು, ಅನಕ್ಷರಸ್ಥರು ಬರುತ್ತಾರೆ. ಅವರೊಂದಿಗೆ ಸೌಜನ್ಯದಿಂದ ವರ್ತಿಸಿ ಅವರ ಕೆಲಸ ಮಾಡಿಕೊಡಬೇಕು ಎಂದು ಸಚಿವರು ಸಲಹೆ ನೀಡಿದರು.: [588, 469, 738, 502]
- ksrtc-p0: ಕೆ.ಎಸ್.ಆರ್.ಟಿ.ಸಿ. ಬಸ್‌ಗಳ ಸಂಚಾರ ನಾಳೆ ಎಂದಿನಂತೆ ಇರುತ್ತದೆ ಎಂದು ಕೆ.ಎಸ್.ಆರ್.ಟಿ.ಸಿ. ಭದ್ರತಾ ಜಾಗೃತ ನಿರ್ದೇಶಕ ಎಸ್. ರವಿ ಸ್ಪಷ್ಟಪಡಿಸಿದ್ದಾರೆ. ರಾಜ್ಯಾದ್ಯಂತ ನಾಳೆ ಬಸ್‌ಗಳ ಸಂಚಾರ ಮಾಮೂಲಿನಂತೆ ಇರುತ್ತದೆ ಎಂದು ಅವರು ಹೇಳಿದ್ದಾರೆ.: [66, 153, 270, 197]
- police-p10: ಕನ್ನಡಪರ ಸಂಘಟನೆಗಳು ಬಂದ್ ಸಂದರ್ಭದಲ್ಲಿ ಪುರಭವನದಿಂದ ಸ್ವಾತಂತ್ರ್ಯ ಉದ್ಯಾನದವರೆಗೂ ಬೃಹತ್ ಮೆರವಣಿಗೆಯನ್ನು ಹಮ್ಮಿಕೊಂಡಿವೆ.: [66, 754, 270, 776]
- krishnakumari-col-2: [403, 918, 513, 1086]
- police-article: [66, 457, 270, 1157]
- right-arrest-article: [752, 626, 968, 862]
- police-p1: ಮಹದಾಯಿ ನದಿ ಪಾತ್ರದ ಜಿಲ್ಲೆಗಳಾದ ಗದಗ, ಹಾವೇರಿ, ಧಾರವಾಡ, ಬೆಳಗಾವಿ ಈ ನಾಲ್ಕು ಜಿಲ್ಲೆಗಳಲ್ಲಿ ಹೆಚ್ಚಿನ ಬಂದೋಬಸ್ತ್ ವ್ಯವಸ್ಥೆ ಮಾಡಲಾಗಿದೆ ಎಂದು ಪೊಲೀಸ್ ಮಹಾನಿರ್ದೇಶಕ ಕಮಲ್ ಪಂತ್ ಹೇಳಿದರು.: [66, 507, 270, 540]
